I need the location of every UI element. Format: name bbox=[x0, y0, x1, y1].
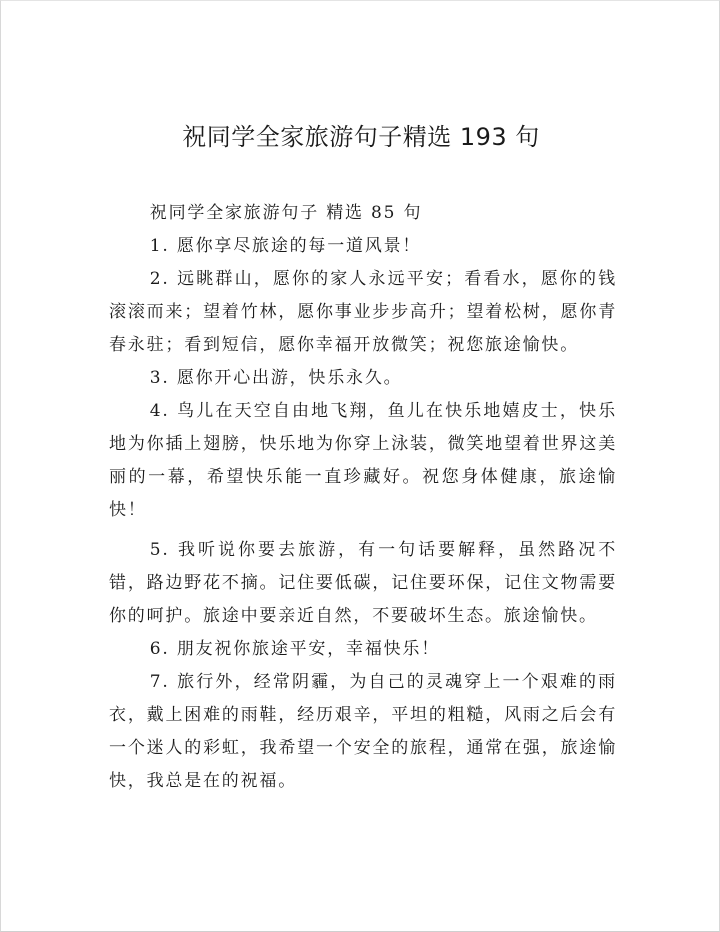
paragraph-6: 6. 朋友祝你旅途平安，幸福快乐！ bbox=[149, 639, 441, 659]
subtitle-paragraph: 祝同学全家旅游句子 精选 85 句 bbox=[149, 203, 423, 223]
paragraph-1: 1. 愿你享尽旅途的每一道风景！ bbox=[149, 236, 422, 256]
paragraph-7: 7. 旅行外，经常阴霾，为自己的灵魂穿上一个艰难的雨衣，戴上困难的雨鞋，经历艰辛，平坦的粗糙，风雨之后会有一个迷人的彩虹，我希望一个安全的旅程，通常在强，旅途愉快，我总是在的祝福。 bbox=[109, 672, 617, 791]
paragraph-5: 5. 我听说你要去旅游，有一句话要解释，虽然路况不错，路边野花不摘。记住要低碳，记住要环保，记住文物需要你的呵护。旅途中要亲近自然，不要破坏生态。旅途愉快。 bbox=[109, 540, 617, 626]
paragraph-3: 3. 愿你开心出游，快乐永久。 bbox=[149, 368, 403, 388]
document-title: 祝同学全家旅游句子精选 193 句 bbox=[182, 123, 540, 151]
document-body bbox=[109, 197, 617, 798]
paragraph-4: 4. 鸟儿在天空自由地飞翔，鱼儿在快乐地嬉皮士，快乐地为你插上翅膀，快乐地为你穿上泳装，微笑地望着世界这美丽的一幕，希望快乐能一直珍藏好。祝您身体健康，旅途愉快！ bbox=[109, 401, 617, 520]
paragraph-2: 2. 远眺群山，愿你的家人永远平安；看看水，愿你的钱滚滚而来；望着竹林，愿你事业步步高升；望着松树，愿你青春永驻；看到短信，愿你幸福开放微笑；祝您旅途愉快。 bbox=[109, 269, 617, 355]
